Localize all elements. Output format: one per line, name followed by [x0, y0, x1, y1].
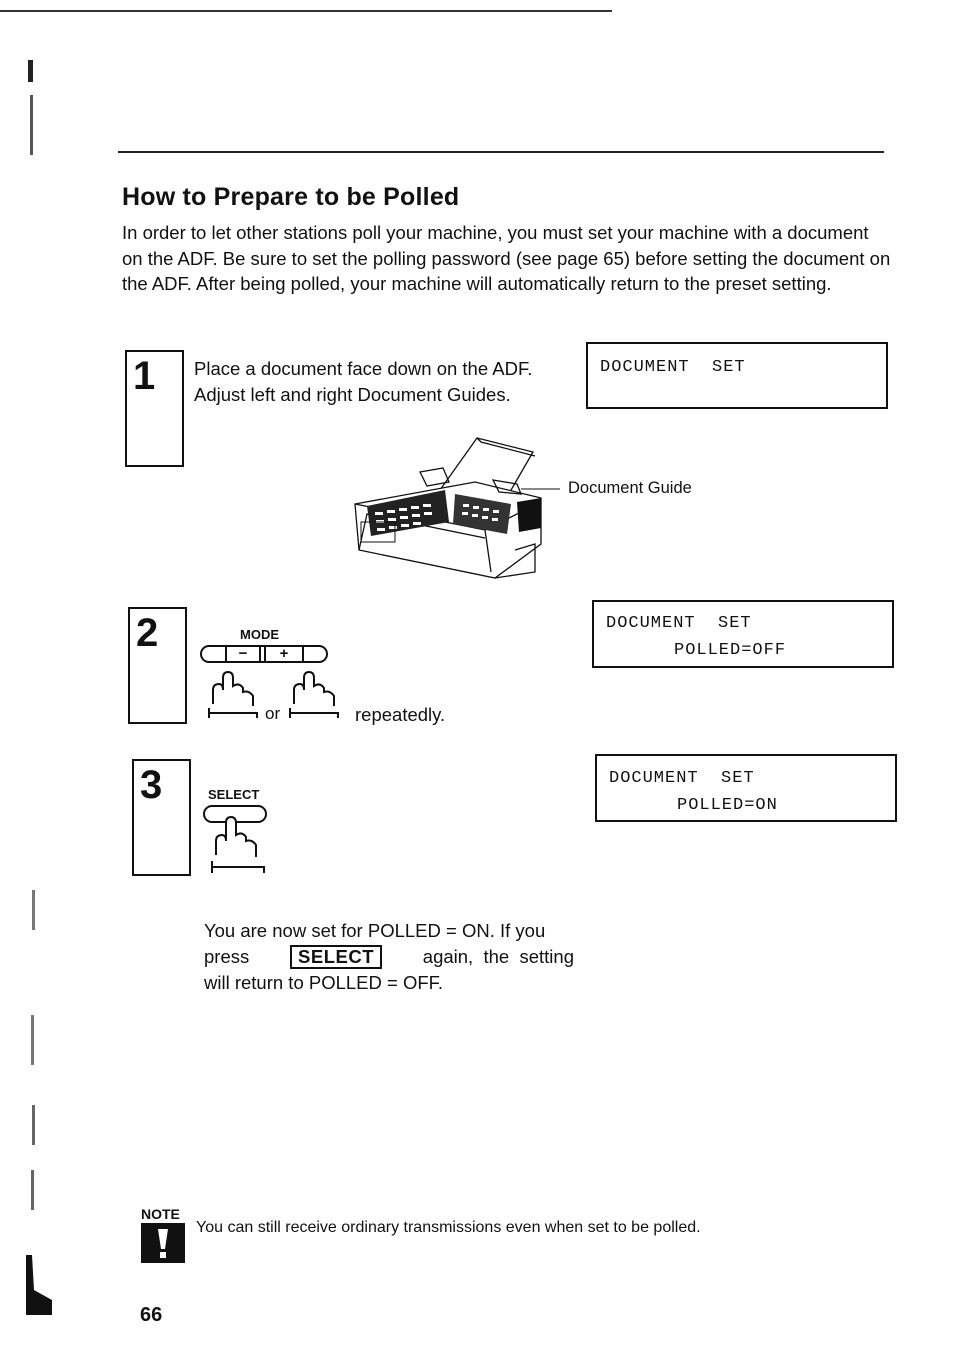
result-note-line2: again, the setting	[422, 946, 574, 967]
repeatedly-text: repeatedly.	[355, 704, 446, 725]
mode-key-label: MODE	[240, 627, 279, 642]
step-2-display-line2: POLLED=OFF	[674, 641, 787, 660]
or-text: or	[265, 704, 281, 723]
step-2-box	[128, 607, 187, 724]
step-1-text-line1: Place a document face down on the ADF.	[194, 358, 533, 379]
step-1-box	[125, 350, 184, 467]
result-note-press: press	[204, 946, 250, 967]
finger-press-icon	[286, 670, 346, 722]
page-number: 66	[140, 1304, 163, 1326]
step-1-text-line2: Adjust left and right Document Guides.	[194, 384, 511, 405]
step-3-display	[595, 754, 897, 822]
note-label: NOTE	[141, 1206, 180, 1222]
step-1-instructions	[194, 356, 532, 408]
document-guide-label: Document Guide	[568, 479, 692, 497]
note-text: You can still receive ordinary transmissions even when set to be polled.	[196, 1219, 701, 1236]
result-note	[204, 918, 574, 996]
step-3-display-line2: POLLED=ON	[677, 796, 778, 815]
mode-minus-key[interactable]: −	[225, 645, 261, 663]
select-key-label: SELECT	[208, 787, 260, 802]
step-2-display-line1: DOCUMENT SET	[606, 614, 752, 633]
select-key-inline: SELECT	[290, 945, 382, 969]
page-title: How to Prepare to be Polled	[122, 183, 460, 211]
step-3-number: 3	[140, 763, 163, 807]
binding-marks	[22, 55, 52, 1315]
step-3-box	[132, 759, 191, 876]
step-1-number: 1	[133, 354, 156, 398]
result-note-line1: You are now set for POLLED = ON. If you	[204, 920, 546, 941]
step-2-display	[592, 600, 894, 668]
intro-paragraph: In order to let other stations poll your machine, you must set your machine with a document on the ADF. Be sure to set the polling password (see page 65) before setting the document on the ADF. After being polled, your machine will automatically return to the preset setting.	[122, 222, 891, 294]
exclamation-icon	[141, 1223, 185, 1263]
top-rule	[0, 10, 612, 12]
step-3-display-line1: DOCUMENT SET	[609, 769, 755, 788]
step-1-display	[586, 342, 888, 409]
result-note-line3: will return to POLLED = OFF.	[204, 972, 444, 993]
finger-press-icon	[205, 670, 265, 722]
step-2-number: 2	[136, 611, 159, 655]
section-rule	[118, 151, 884, 153]
step-1-display-line1: DOCUMENT SET	[600, 358, 746, 377]
mode-plus-key[interactable]: +	[264, 645, 304, 663]
finger-press-icon	[210, 815, 270, 875]
fax-machine-illustration	[345, 432, 560, 582]
